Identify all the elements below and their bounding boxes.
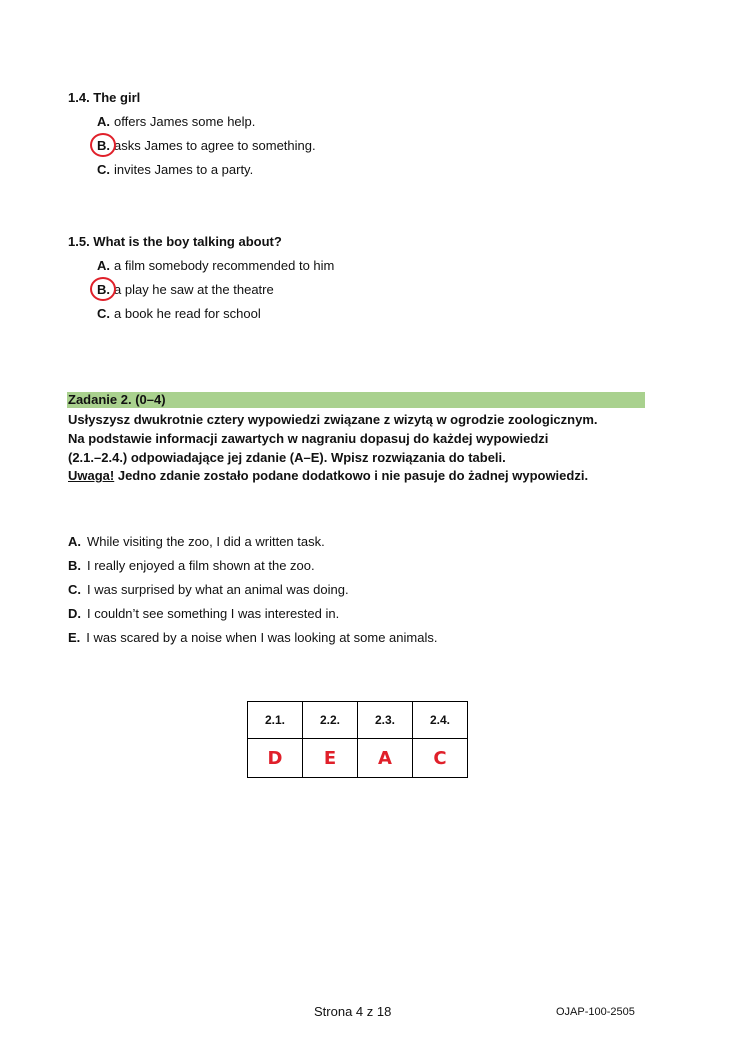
question-1-4-title: 1.4. The girl [68, 90, 141, 105]
task-2-instruction-line: (2.1.–2.4.) odpowiadające jej zdanie (A–E). Wpisz rozwiązania do tabeli. [68, 450, 506, 465]
answer-cell[interactable]: E [303, 739, 358, 778]
page-number: Strona 4 z 18 [314, 1004, 392, 1019]
document-code: OJAP-100-2505 [556, 1006, 635, 1018]
answer-cell[interactable]: C [413, 739, 468, 778]
task-2-header: Zadanie 2. (0–4) [67, 392, 645, 408]
task-2-note [68, 468, 588, 483]
option-text: a film somebody recommended to him [114, 258, 335, 273]
q14-option-b[interactable] [97, 138, 316, 153]
task-2-instruction-line: Usłyszysz dwukrotnie cztery wypowiedzi związane z wizytą w ogrodzie zoologicznym. [68, 412, 598, 427]
sentence-text: I was surprised by what an animal was doing. [87, 582, 349, 597]
option-letter: B. [97, 138, 110, 153]
option-text: asks James to agree to something. [114, 138, 316, 153]
option-text: a book he read for school [114, 306, 261, 321]
note-text: Jedno zdanie zostało podane dodatkowo i nie pasuje do żadnej wypowiedzi. [114, 468, 589, 483]
q14-option-a[interactable] [97, 114, 255, 129]
sentence-d [68, 606, 339, 621]
task-2-instruction-line: Na podstawie informacji zawartych w nagraniu dopasuj do każdej wypowiedzi [68, 431, 549, 446]
q15-option-c[interactable] [97, 306, 261, 321]
q15-option-a[interactable] [97, 258, 334, 273]
answer-table-header: 2.3. [358, 702, 413, 739]
q14-option-c[interactable] [97, 162, 253, 177]
sentence-e [68, 630, 437, 645]
sentence-b [68, 558, 315, 573]
sentence-letter: E. [68, 630, 81, 645]
option-text: invites James to a party. [114, 162, 254, 177]
note-label: Uwaga! [68, 468, 115, 483]
answer-table-header: 2.1. [248, 702, 303, 739]
option-letter: C. [97, 306, 110, 321]
answer-table-header: 2.2. [303, 702, 358, 739]
sentence-text: I couldn’t see something I was interested in. [87, 606, 340, 621]
answer-table-answer-row [248, 739, 468, 778]
sentence-letter: D. [68, 606, 81, 621]
sentence-text: While visiting the zoo, I did a written task. [87, 534, 325, 549]
sentence-c [68, 582, 349, 597]
sentence-a [68, 534, 325, 549]
q15-option-b[interactable] [97, 282, 274, 297]
sentence-letter: A. [68, 534, 81, 549]
q14-answer-circle [90, 133, 116, 157]
sentence-letter: B. [68, 558, 81, 573]
option-letter: A. [97, 258, 110, 273]
sentence-text: I really enjoyed a film shown at the zoo. [87, 558, 315, 573]
answer-cell[interactable]: A [358, 739, 413, 778]
option-letter: C. [97, 162, 110, 177]
answer-table [247, 701, 468, 778]
option-letter: B. [97, 282, 110, 297]
answer-table-header: 2.4. [413, 702, 468, 739]
option-text: offers James some help. [114, 114, 256, 129]
q15-answer-circle [90, 277, 116, 301]
question-1-5-title: 1.5. What is the boy talking about? [68, 234, 282, 249]
option-letter: A. [97, 114, 110, 129]
sentence-text: I was scared by a noise when I was looking at some animals. [86, 630, 438, 645]
sentence-letter: C. [68, 582, 81, 597]
answer-cell[interactable]: D [248, 739, 303, 778]
option-text: a play he saw at the theatre [114, 282, 274, 297]
answer-table-header-row [248, 702, 468, 739]
